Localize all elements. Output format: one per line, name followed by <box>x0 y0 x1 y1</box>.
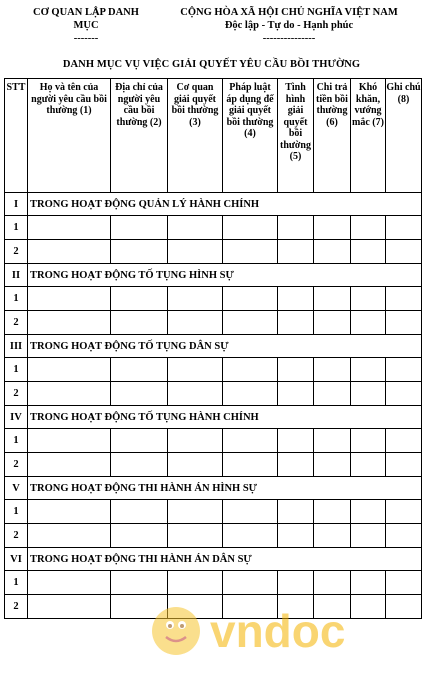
table-cell[interactable] <box>351 571 386 595</box>
table-row <box>5 216 422 240</box>
table-row <box>5 382 422 406</box>
table-cell[interactable] <box>314 358 351 382</box>
table-cell[interactable] <box>386 571 422 595</box>
agency-header <box>20 6 152 45</box>
table-cell[interactable] <box>223 429 278 453</box>
national-header <box>160 6 418 45</box>
column-header: Ghi chú (8) <box>386 79 422 193</box>
table-row <box>5 500 422 524</box>
table-cell[interactable] <box>28 429 111 453</box>
table-cell[interactable] <box>386 358 422 382</box>
table-cell[interactable] <box>278 287 314 311</box>
table-cell[interactable] <box>28 311 111 335</box>
section-number: V <box>5 477 28 500</box>
table-cell[interactable] <box>28 524 111 548</box>
table-cell[interactable] <box>278 453 314 477</box>
table-cell[interactable] <box>223 287 278 311</box>
table-cell[interactable] <box>168 311 223 335</box>
table-cell[interactable] <box>386 524 422 548</box>
table-cell[interactable] <box>111 571 168 595</box>
table-cell[interactable] <box>223 571 278 595</box>
table-row <box>5 240 422 264</box>
table-cell[interactable] <box>386 453 422 477</box>
table-cell[interactable] <box>314 595 351 619</box>
table-cell[interactable] <box>168 453 223 477</box>
table-row <box>5 571 422 595</box>
table-cell[interactable] <box>314 240 351 264</box>
row-number: 2 <box>5 311 28 335</box>
table-cell[interactable] <box>223 358 278 382</box>
table-cell[interactable] <box>386 287 422 311</box>
section-label: TRONG HOẠT ĐỘNG TỐ TỤNG HÀNH CHÍNH <box>28 406 422 429</box>
section-label: TRONG HOẠT ĐỘNG TỐ TỤNG DÂN SỰ <box>28 335 422 358</box>
table-cell[interactable] <box>351 524 386 548</box>
row-number: 2 <box>5 240 28 264</box>
table-cell[interactable] <box>314 453 351 477</box>
table-cell[interactable] <box>351 240 386 264</box>
table-cell[interactable] <box>28 382 111 406</box>
table-cell[interactable] <box>278 571 314 595</box>
table-cell[interactable] <box>168 595 223 619</box>
column-header: STT <box>5 79 28 193</box>
table-cell[interactable] <box>223 453 278 477</box>
table-cell[interactable] <box>314 429 351 453</box>
table-cell[interactable] <box>28 287 111 311</box>
table-cell[interactable] <box>351 595 386 619</box>
table-cell[interactable] <box>351 358 386 382</box>
column-header: Khó khăn, vướng mắc (7) <box>351 79 386 193</box>
table-cell[interactable] <box>168 571 223 595</box>
table-cell[interactable] <box>28 358 111 382</box>
table-cell[interactable] <box>278 382 314 406</box>
table-cell[interactable] <box>386 429 422 453</box>
agency-divider: ------- <box>73 33 99 44</box>
row-number: 1 <box>5 429 28 453</box>
table-cell[interactable] <box>28 595 111 619</box>
table-cell[interactable] <box>168 358 223 382</box>
table-cell[interactable] <box>168 500 223 524</box>
table-row <box>5 311 422 335</box>
section-label: TRONG HOẠT ĐỘNG THI HÀNH ÁN DÂN SỰ <box>28 548 422 571</box>
table-cell[interactable] <box>386 382 422 406</box>
table-cell[interactable] <box>223 524 278 548</box>
national-motto: Độc lập - Tự do - Hạnh phúc <box>224 20 354 31</box>
claims-table <box>4 78 422 619</box>
row-number: 2 <box>5 453 28 477</box>
table-cell[interactable] <box>386 311 422 335</box>
table-cell[interactable] <box>314 571 351 595</box>
table-cell[interactable] <box>111 524 168 548</box>
table-cell[interactable] <box>278 500 314 524</box>
section-row <box>5 193 422 216</box>
table-cell[interactable] <box>168 429 223 453</box>
table-cell[interactable] <box>111 311 168 335</box>
document-title: DANH MỤC VỤ VIỆC GIẢI QUYẾT YÊU CẦU BỒI THƯỜNG <box>62 59 361 70</box>
table-cell[interactable] <box>314 524 351 548</box>
table-cell[interactable] <box>111 287 168 311</box>
watermark-text: vndoc <box>210 605 346 657</box>
section-label: TRONG HOẠT ĐỘNG TỐ TỤNG HÌNH SỰ <box>28 264 422 287</box>
table-row <box>5 595 422 619</box>
section-row <box>5 335 422 358</box>
table-cell[interactable] <box>111 358 168 382</box>
section-label: TRONG HOẠT ĐỘNG THI HÀNH ÁN HÌNH SỰ <box>28 477 422 500</box>
table-cell[interactable] <box>278 311 314 335</box>
table-cell[interactable] <box>111 382 168 406</box>
table-cell[interactable] <box>351 453 386 477</box>
header-row <box>5 79 422 193</box>
national-divider: --------------- <box>262 33 316 44</box>
table-cell[interactable] <box>351 311 386 335</box>
table-cell[interactable] <box>314 311 351 335</box>
table-cell[interactable] <box>351 500 386 524</box>
column-header: Họ và tên của người yêu cầu bồi thường (1) <box>28 79 111 193</box>
table-cell[interactable] <box>278 524 314 548</box>
column-header: Pháp luật áp dụng để giải quyết bồi thường (4) <box>223 79 278 193</box>
table-cell[interactable] <box>314 382 351 406</box>
table-cell[interactable] <box>351 429 386 453</box>
section-number: IV <box>5 406 28 429</box>
row-number: 1 <box>5 358 28 382</box>
column-header: Chi trả tiền bồi thường (6) <box>314 79 351 193</box>
table-cell[interactable] <box>168 287 223 311</box>
table-cell[interactable] <box>386 216 422 240</box>
row-number: 2 <box>5 595 28 619</box>
section-number: I <box>5 193 28 216</box>
table-cell[interactable] <box>278 216 314 240</box>
section-number: III <box>5 335 28 358</box>
table-cell[interactable] <box>351 382 386 406</box>
section-row <box>5 477 422 500</box>
table-cell[interactable] <box>278 240 314 264</box>
table-cell[interactable] <box>111 595 168 619</box>
row-number: 1 <box>5 571 28 595</box>
table-cell[interactable] <box>278 358 314 382</box>
table-cell[interactable] <box>351 216 386 240</box>
row-number: 2 <box>5 524 28 548</box>
agency-name-line1: CƠ QUAN LẬP DANH <box>33 7 139 18</box>
table-cell[interactable] <box>28 453 111 477</box>
table-cell[interactable] <box>386 595 422 619</box>
table-cell[interactable] <box>314 287 351 311</box>
table-cell[interactable] <box>223 500 278 524</box>
table-cell[interactable] <box>28 240 111 264</box>
section-number: II <box>5 264 28 287</box>
row-number: 2 <box>5 382 28 406</box>
table-cell[interactable] <box>28 216 111 240</box>
column-header: Tình hình giải quyết bồi thường (5) <box>278 79 314 193</box>
row-number: 1 <box>5 287 28 311</box>
table-cell[interactable] <box>278 429 314 453</box>
table-cell[interactable] <box>168 216 223 240</box>
table-row <box>5 429 422 453</box>
row-number: 1 <box>5 216 28 240</box>
section-row <box>5 406 422 429</box>
section-number: VI <box>5 548 28 571</box>
table-cell[interactable] <box>111 453 168 477</box>
table-cell[interactable] <box>314 500 351 524</box>
table-cell[interactable] <box>111 500 168 524</box>
table-cell[interactable] <box>314 216 351 240</box>
column-header: Cơ quan giải quyết bồi thường (3) <box>168 79 223 193</box>
table-cell[interactable] <box>28 500 111 524</box>
table-cell[interactable] <box>223 382 278 406</box>
agency-name-line2: MỤC <box>73 20 99 31</box>
column-header: Địa chỉ của người yêu cầu bồi thường (2) <box>111 79 168 193</box>
table-cell[interactable] <box>111 216 168 240</box>
table-row <box>5 358 422 382</box>
national-title: CỘNG HÒA XÃ HỘI CHỦ NGHĨA VIỆT NAM <box>180 7 398 18</box>
table-cell[interactable] <box>351 287 386 311</box>
table-cell[interactable] <box>223 595 278 619</box>
table-cell[interactable] <box>111 240 168 264</box>
table-cell[interactable] <box>223 240 278 264</box>
table-cell[interactable] <box>278 595 314 619</box>
row-number: 1 <box>5 500 28 524</box>
table-cell[interactable] <box>111 429 168 453</box>
table-row <box>5 453 422 477</box>
table-cell[interactable] <box>386 500 422 524</box>
table-cell[interactable] <box>386 240 422 264</box>
section-label: TRONG HOẠT ĐỘNG QUẢN LÝ HÀNH CHÍNH <box>28 193 422 216</box>
table-cell[interactable] <box>223 216 278 240</box>
table-cell[interactable] <box>168 524 223 548</box>
table-row <box>5 287 422 311</box>
section-row <box>5 264 422 287</box>
table-cell[interactable] <box>28 571 111 595</box>
table-cell[interactable] <box>168 382 223 406</box>
table-row <box>5 524 422 548</box>
section-row <box>5 548 422 571</box>
table-cell[interactable] <box>223 311 278 335</box>
table-cell[interactable] <box>168 240 223 264</box>
table-body <box>5 193 422 619</box>
